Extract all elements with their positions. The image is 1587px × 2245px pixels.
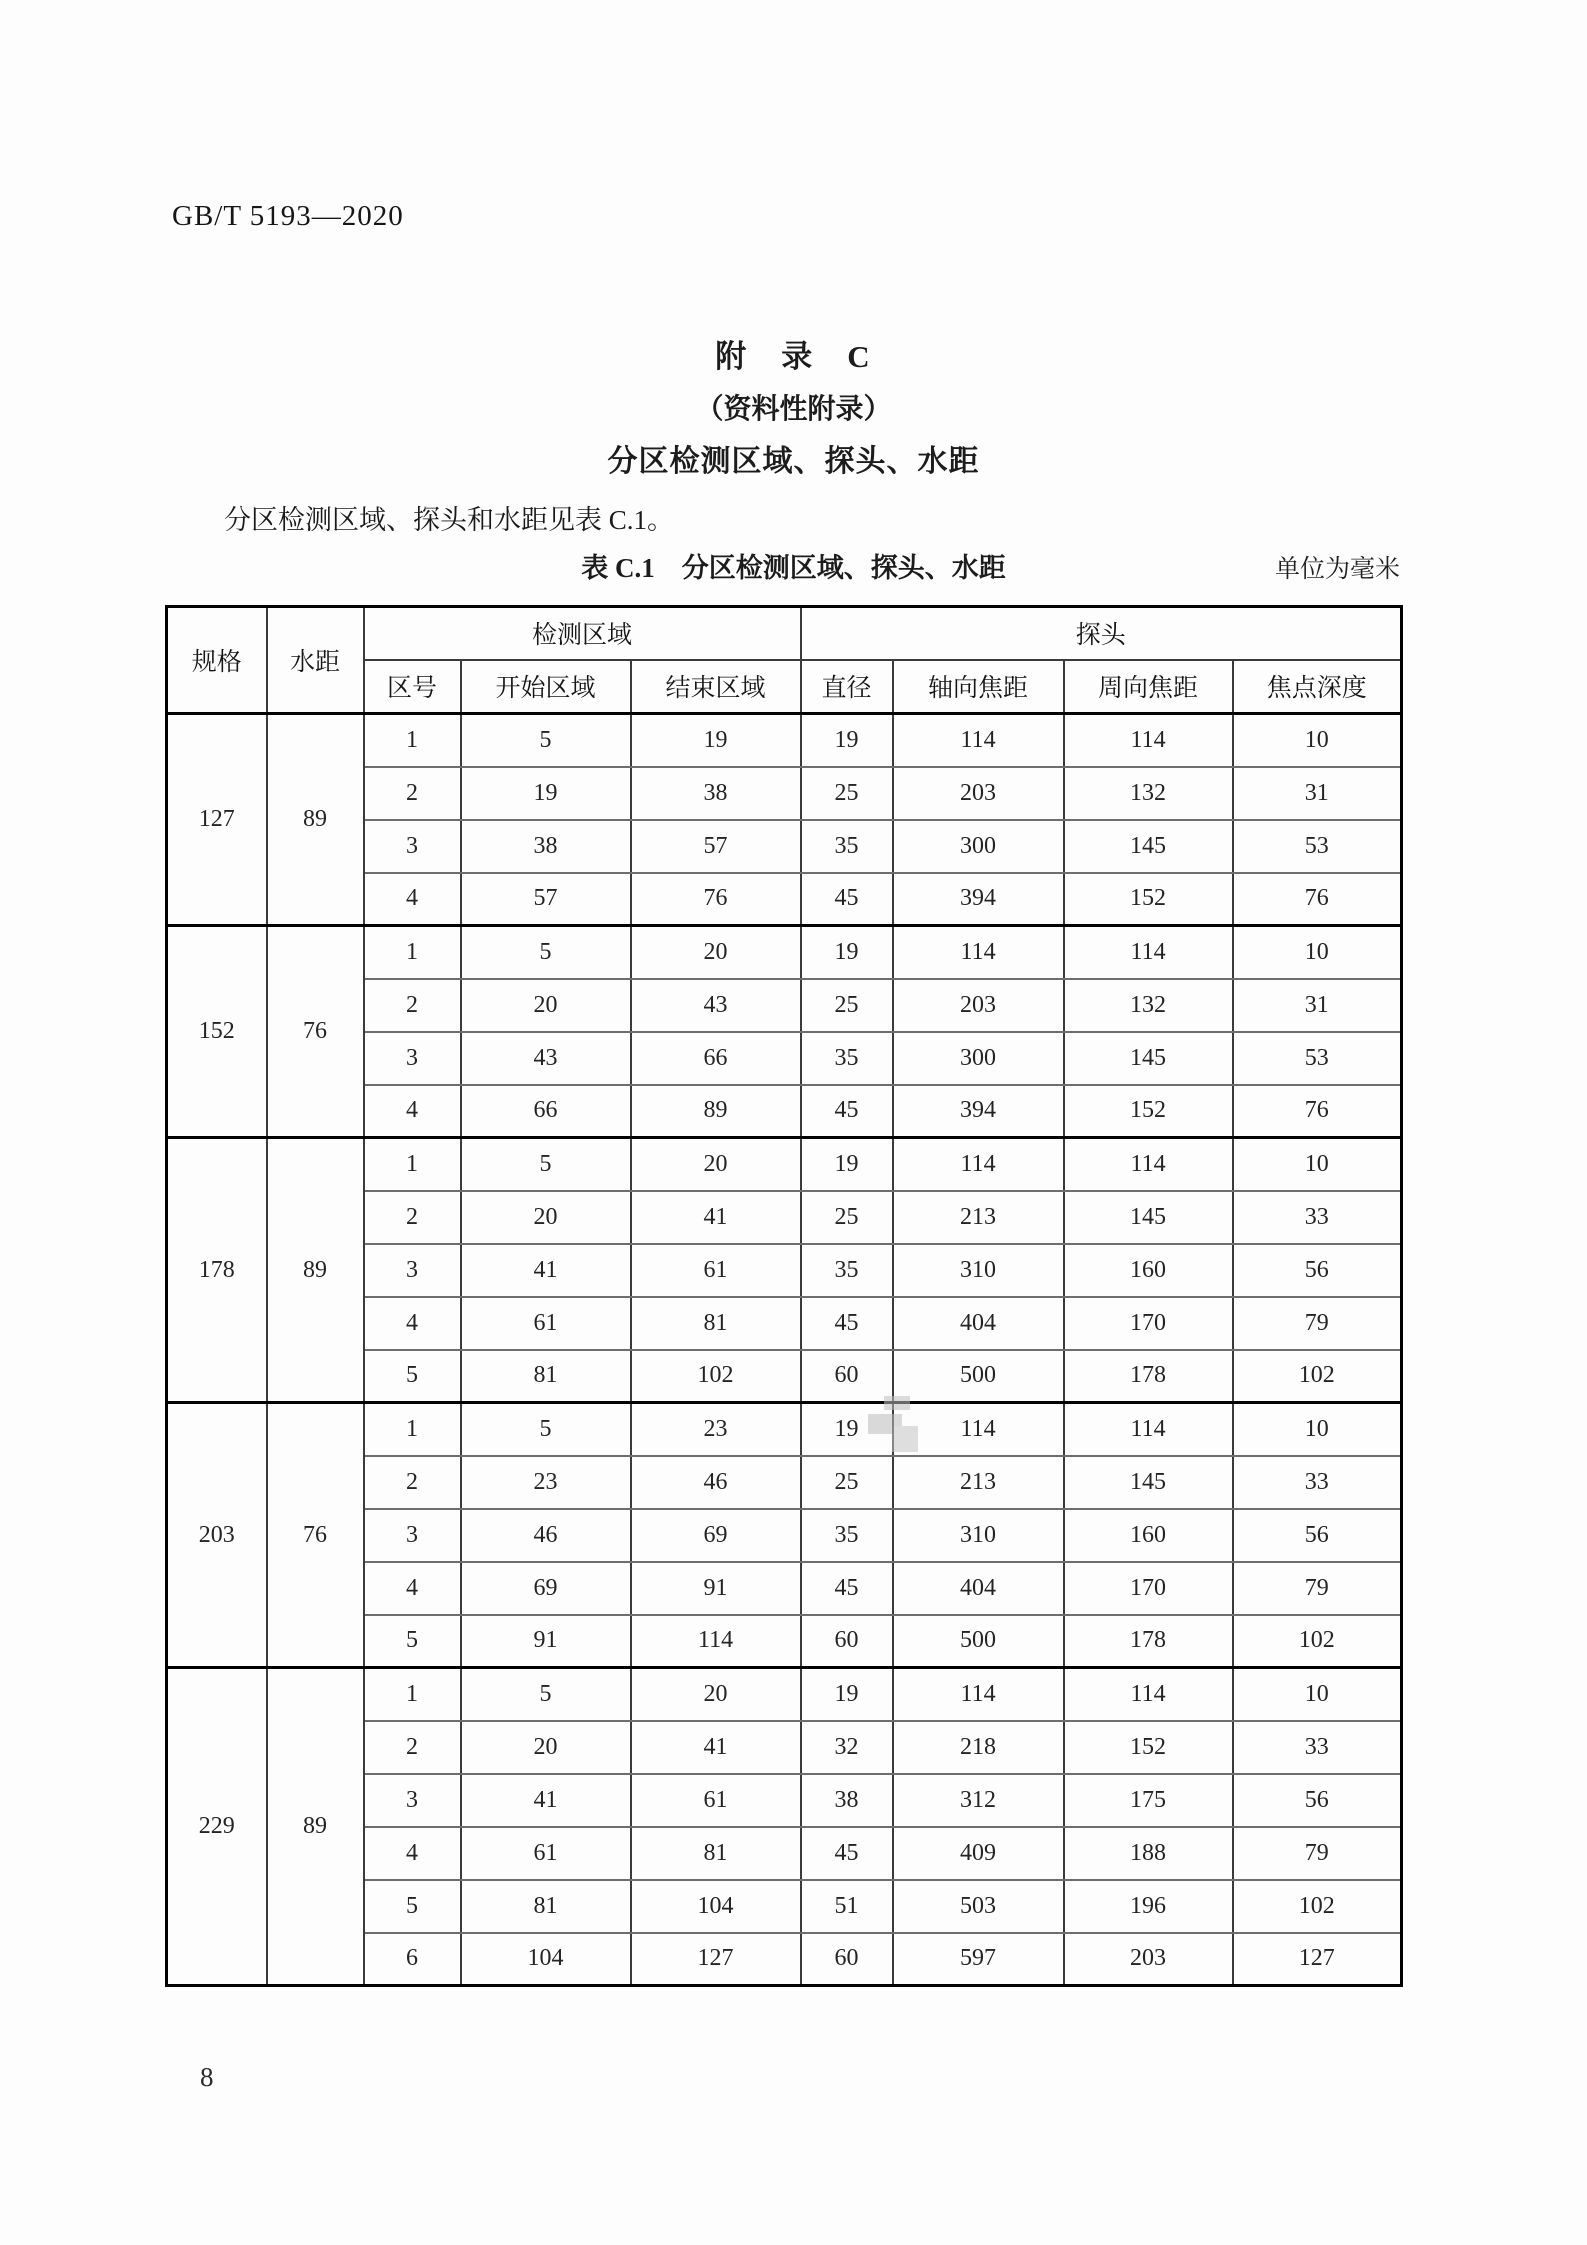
cell-start-zone: 5 [461, 926, 631, 979]
cell-focal-depth: 53 [1233, 820, 1402, 873]
cell-circumferential-focal: 145 [1064, 1191, 1233, 1244]
table-body [167, 714, 1402, 1986]
cell-end-zone: 41 [631, 1191, 801, 1244]
cell-spec: 127 [167, 714, 267, 926]
cell-zone-no: 3 [364, 1244, 461, 1297]
cell-diameter: 45 [801, 873, 893, 926]
header-diameter: 直径 [801, 660, 893, 714]
cell-end-zone: 76 [631, 873, 801, 926]
cell-start-zone: 81 [461, 1880, 631, 1933]
header-circumferential-focal: 周向焦距 [1064, 660, 1233, 714]
cell-end-zone: 19 [631, 714, 801, 767]
cell-end-zone: 41 [631, 1721, 801, 1774]
cell-focal-depth: 33 [1233, 1191, 1402, 1244]
cell-axial-focal: 114 [893, 1403, 1064, 1456]
cell-diameter: 35 [801, 1244, 893, 1297]
cell-axial-focal: 310 [893, 1244, 1064, 1297]
cell-start-zone: 38 [461, 820, 631, 873]
cell-axial-focal: 404 [893, 1562, 1064, 1615]
header-focal-depth: 焦点深度 [1233, 660, 1402, 714]
cell-focal-depth: 127 [1233, 1933, 1402, 1986]
cell-axial-focal: 597 [893, 1933, 1064, 1986]
cell-circumferential-focal: 178 [1064, 1615, 1233, 1668]
cell-focal-depth: 56 [1233, 1509, 1402, 1562]
unit-note: 单位为毫米 [1274, 556, 1400, 583]
cell-focal-depth: 33 [1233, 1456, 1402, 1509]
table-row [167, 1138, 1402, 1191]
cell-zone-no: 4 [364, 1297, 461, 1350]
cell-diameter: 25 [801, 767, 893, 820]
cell-end-zone: 127 [631, 1933, 801, 1986]
cell-focal-depth: 10 [1233, 1403, 1402, 1456]
table-row [167, 1403, 1402, 1456]
cell-diameter: 45 [801, 1085, 893, 1138]
cell-focal-depth: 10 [1233, 926, 1402, 979]
cell-zone-no: 2 [364, 1456, 461, 1509]
cell-circumferential-focal: 203 [1064, 1933, 1233, 1986]
header-end-zone: 结束区域 [631, 660, 801, 714]
cell-zone-no: 3 [364, 1509, 461, 1562]
cell-diameter: 19 [801, 714, 893, 767]
cell-circumferential-focal: 152 [1064, 873, 1233, 926]
cell-diameter: 25 [801, 1456, 893, 1509]
cell-end-zone: 23 [631, 1403, 801, 1456]
cell-diameter: 35 [801, 1032, 893, 1085]
cell-end-zone: 57 [631, 820, 801, 873]
cell-focal-depth: 102 [1233, 1615, 1402, 1668]
cell-circumferential-focal: 145 [1064, 820, 1233, 873]
cell-focal-depth: 10 [1233, 1668, 1402, 1721]
cell-zone-no: 1 [364, 1138, 461, 1191]
cell-water-distance: 89 [267, 1668, 364, 1986]
cell-circumferential-focal: 152 [1064, 1085, 1233, 1138]
cell-focal-depth: 10 [1233, 1138, 1402, 1191]
cell-end-zone: 61 [631, 1774, 801, 1827]
cell-axial-focal: 300 [893, 1032, 1064, 1085]
cell-zone-no: 2 [364, 979, 461, 1032]
cell-start-zone: 20 [461, 979, 631, 1032]
cell-circumferential-focal: 145 [1064, 1456, 1233, 1509]
cell-diameter: 45 [801, 1562, 893, 1615]
header-spec: 规格 [167, 607, 267, 714]
cell-start-zone: 23 [461, 1456, 631, 1509]
header-axial-focal: 轴向焦距 [893, 660, 1064, 714]
cell-spec: 229 [167, 1668, 267, 1986]
cell-axial-focal: 300 [893, 820, 1064, 873]
header-water-distance: 水距 [267, 607, 364, 714]
cell-focal-depth: 56 [1233, 1244, 1402, 1297]
cell-diameter: 25 [801, 1191, 893, 1244]
standard-code: GB/T 5193—2020 [172, 200, 404, 232]
cell-focal-depth: 56 [1233, 1774, 1402, 1827]
cell-circumferential-focal: 188 [1064, 1827, 1233, 1880]
cell-start-zone: 104 [461, 1933, 631, 1986]
cell-focal-depth: 79 [1233, 1562, 1402, 1615]
table-header [167, 607, 1402, 714]
cell-start-zone: 81 [461, 1350, 631, 1403]
cell-zone-no: 5 [364, 1880, 461, 1933]
cell-zone-no: 3 [364, 1032, 461, 1085]
cell-circumferential-focal: 170 [1064, 1297, 1233, 1350]
table-row [167, 926, 1402, 979]
cell-zone-no: 4 [364, 1562, 461, 1615]
cell-end-zone: 61 [631, 1244, 801, 1297]
cell-diameter: 19 [801, 1138, 893, 1191]
cell-end-zone: 43 [631, 979, 801, 1032]
cell-water-distance: 89 [267, 714, 364, 926]
cell-zone-no: 5 [364, 1615, 461, 1668]
cell-axial-focal: 213 [893, 1191, 1064, 1244]
cell-zone-no: 4 [364, 873, 461, 926]
cell-zone-no: 2 [364, 767, 461, 820]
cell-focal-depth: 53 [1233, 1032, 1402, 1085]
cell-circumferential-focal: 114 [1064, 1403, 1233, 1456]
cell-start-zone: 43 [461, 1032, 631, 1085]
cell-diameter: 60 [801, 1615, 893, 1668]
cell-circumferential-focal: 175 [1064, 1774, 1233, 1827]
cell-focal-depth: 102 [1233, 1350, 1402, 1403]
cell-end-zone: 46 [631, 1456, 801, 1509]
zone-detection-table [165, 605, 1403, 1987]
cell-axial-focal: 218 [893, 1721, 1064, 1774]
cell-start-zone: 19 [461, 767, 631, 820]
cell-circumferential-focal: 132 [1064, 767, 1233, 820]
cell-axial-focal: 114 [893, 1668, 1064, 1721]
cell-axial-focal: 394 [893, 1085, 1064, 1138]
cell-circumferential-focal: 132 [1064, 979, 1233, 1032]
cell-start-zone: 5 [461, 1403, 631, 1456]
cell-circumferential-focal: 145 [1064, 1032, 1233, 1085]
cell-focal-depth: 10 [1233, 714, 1402, 767]
cell-start-zone: 46 [461, 1509, 631, 1562]
cell-circumferential-focal: 170 [1064, 1562, 1233, 1615]
cell-diameter: 25 [801, 979, 893, 1032]
header-zone-no: 区号 [364, 660, 461, 714]
cell-zone-no: 1 [364, 926, 461, 979]
cell-start-zone: 41 [461, 1774, 631, 1827]
cell-end-zone: 89 [631, 1085, 801, 1138]
cell-axial-focal: 203 [893, 767, 1064, 820]
cell-axial-focal: 500 [893, 1615, 1064, 1668]
header-probe-group: 探头 [801, 607, 1402, 660]
cell-diameter: 45 [801, 1297, 893, 1350]
header-row-groups [167, 607, 1402, 660]
table-caption: 表 C.1 分区检测区域、探头、水距 [581, 553, 1006, 583]
cell-end-zone: 20 [631, 926, 801, 979]
cell-start-zone: 20 [461, 1721, 631, 1774]
cell-focal-depth: 76 [1233, 1085, 1402, 1138]
cell-zone-no: 1 [364, 1668, 461, 1721]
cell-start-zone: 5 [461, 1668, 631, 1721]
cell-zone-no: 4 [364, 1827, 461, 1880]
cell-end-zone: 91 [631, 1562, 801, 1615]
cell-zone-no: 2 [364, 1721, 461, 1774]
cell-water-distance: 76 [267, 926, 364, 1138]
cell-end-zone: 38 [631, 767, 801, 820]
page-number: 8 [200, 2062, 214, 2092]
cell-focal-depth: 76 [1233, 873, 1402, 926]
cell-zone-no: 1 [364, 1403, 461, 1456]
cell-diameter: 60 [801, 1350, 893, 1403]
cell-start-zone: 69 [461, 1562, 631, 1615]
table-row [167, 714, 1402, 767]
cell-diameter: 19 [801, 1668, 893, 1721]
appendix-subtitle: （资料性附录） [695, 394, 892, 425]
cell-end-zone: 20 [631, 1138, 801, 1191]
cell-axial-focal: 404 [893, 1297, 1064, 1350]
appendix-heading: 分区检测区域、探头、水距 [607, 445, 980, 478]
cell-circumferential-focal: 114 [1064, 1668, 1233, 1721]
cell-zone-no: 4 [364, 1085, 461, 1138]
cell-diameter: 45 [801, 1827, 893, 1880]
cell-end-zone: 69 [631, 1509, 801, 1562]
table-row [167, 1668, 1402, 1721]
cell-zone-no: 1 [364, 714, 461, 767]
cell-axial-focal: 310 [893, 1509, 1064, 1562]
cell-circumferential-focal: 196 [1064, 1880, 1233, 1933]
cell-circumferential-focal: 114 [1064, 714, 1233, 767]
cell-end-zone: 102 [631, 1350, 801, 1403]
cell-water-distance: 76 [267, 1403, 364, 1668]
cell-circumferential-focal: 152 [1064, 1721, 1233, 1774]
cell-zone-no: 3 [364, 1774, 461, 1827]
cell-end-zone: 81 [631, 1827, 801, 1880]
cell-focal-depth: 33 [1233, 1721, 1402, 1774]
cell-start-zone: 61 [461, 1297, 631, 1350]
cell-spec: 178 [167, 1138, 267, 1403]
cell-end-zone: 66 [631, 1032, 801, 1085]
header-detection-group: 检测区域 [364, 607, 801, 660]
cell-circumferential-focal: 114 [1064, 1138, 1233, 1191]
cell-end-zone: 114 [631, 1615, 801, 1668]
cell-focal-depth: 79 [1233, 1297, 1402, 1350]
cell-axial-focal: 203 [893, 979, 1064, 1032]
cell-start-zone: 20 [461, 1191, 631, 1244]
cell-diameter: 60 [801, 1933, 893, 1986]
header-start-zone: 开始区域 [461, 660, 631, 714]
cell-circumferential-focal: 160 [1064, 1244, 1233, 1297]
cell-axial-focal: 114 [893, 714, 1064, 767]
cell-diameter: 51 [801, 1880, 893, 1933]
cell-end-zone: 81 [631, 1297, 801, 1350]
cell-start-zone: 41 [461, 1244, 631, 1297]
cell-focal-depth: 31 [1233, 979, 1402, 1032]
cell-circumferential-focal: 114 [1064, 926, 1233, 979]
cell-zone-no: 6 [364, 1933, 461, 1986]
cell-end-zone: 104 [631, 1880, 801, 1933]
cell-axial-focal: 500 [893, 1350, 1064, 1403]
cell-axial-focal: 503 [893, 1880, 1064, 1933]
cell-focal-depth: 79 [1233, 1827, 1402, 1880]
cell-axial-focal: 114 [893, 1138, 1064, 1191]
cell-circumferential-focal: 178 [1064, 1350, 1233, 1403]
cell-diameter: 19 [801, 926, 893, 979]
cell-focal-depth: 31 [1233, 767, 1402, 820]
cell-spec: 152 [167, 926, 267, 1138]
cell-start-zone: 66 [461, 1085, 631, 1138]
cell-axial-focal: 409 [893, 1827, 1064, 1880]
cell-axial-focal: 213 [893, 1456, 1064, 1509]
appendix-title: 附 录 C [715, 339, 872, 374]
cell-start-zone: 5 [461, 1138, 631, 1191]
cell-water-distance: 89 [267, 1138, 364, 1403]
cell-axial-focal: 114 [893, 926, 1064, 979]
cell-start-zone: 91 [461, 1615, 631, 1668]
cell-start-zone: 5 [461, 714, 631, 767]
cell-axial-focal: 394 [893, 873, 1064, 926]
cell-axial-focal: 312 [893, 1774, 1064, 1827]
cell-start-zone: 57 [461, 873, 631, 926]
cell-focal-depth: 102 [1233, 1880, 1402, 1933]
cell-diameter: 32 [801, 1721, 893, 1774]
cell-spec: 203 [167, 1403, 267, 1668]
cell-diameter: 35 [801, 820, 893, 873]
cell-end-zone: 20 [631, 1668, 801, 1721]
cell-start-zone: 61 [461, 1827, 631, 1880]
cell-diameter: 35 [801, 1509, 893, 1562]
cell-diameter: 19 [801, 1403, 893, 1456]
cell-zone-no: 3 [364, 820, 461, 873]
cell-zone-no: 2 [364, 1191, 461, 1244]
cell-circumferential-focal: 160 [1064, 1509, 1233, 1562]
cell-zone-no: 5 [364, 1350, 461, 1403]
cell-diameter: 38 [801, 1774, 893, 1827]
intro-paragraph: 分区检测区域、探头和水距见表 C.1。 [224, 505, 675, 535]
